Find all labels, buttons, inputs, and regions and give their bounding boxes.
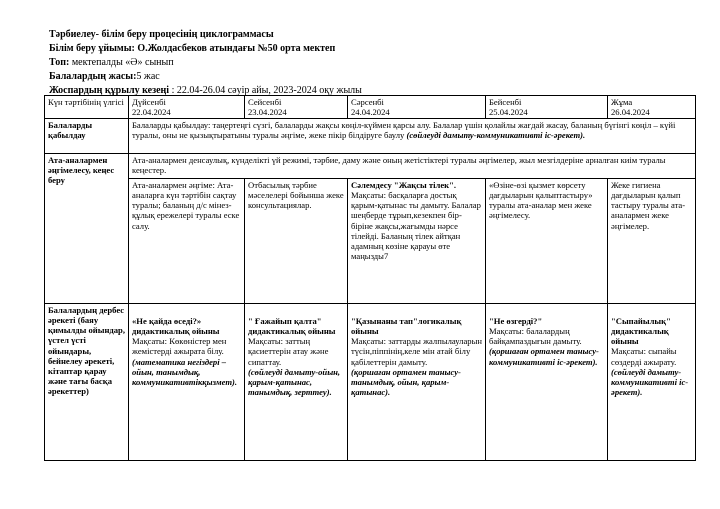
document-title: Тәрбиелеу- білім беру процесінің циклограммасы <box>49 29 274 40</box>
table-row <box>45 119 696 154</box>
group-line: Топ: мектепалды «Ә» сынып <box>49 57 174 68</box>
row-label-parents: Ата-аналармен әңгімелесу, кеңес беру <box>45 154 129 304</box>
document-header <box>49 28 689 98</box>
parents-tue-cell: Отбасылық тәрбие мәселелері бойынша жеке консультациялар. <box>245 179 348 304</box>
parents-thu-cell: «Өзіне-өзі қызмет көрсету дағдыларын қалыптастыру» туралы ата-аналар мен жеке әңгімелесу. <box>486 179 608 304</box>
day-header-fri: Жұма 26.04.2024 <box>608 96 696 119</box>
corner-cell: Күн тәртібінің үлгісі <box>45 96 129 119</box>
activity-fri-cell: "Сыпайылық" дидактикалық ойыны Мақсаты: сыпайы сөздерді ажырату. (сөйлеуді дамыту-коммуникативті іс-әрекет). <box>608 304 696 461</box>
day-header-thu: Бейсенбі 25.04.2024 <box>486 96 608 119</box>
age-line: Балалардың жасы:5 жас <box>49 71 160 82</box>
activity-thu-cell: "Не өзгерді?" Мақсаты: балалардың байқампаздығын дамыту. (қоршаған ортамен танысу-коммуникативті іс-әрекет). <box>486 304 608 461</box>
activity-mon-cell: «Не қайда өседі?» дидактикалық ойыны Мақсаты: Көкөністер мен жемістерді ажырата білу. (математика негіздері – ойын, танымдық, коммуникативтікқызмет). <box>129 304 245 461</box>
table-row <box>45 304 696 461</box>
parents-fri-cell: Жеке гигиена дағдыларын қалып тастыру туралы ата-аналармен жеке әңгімелер. <box>608 179 696 304</box>
table-row <box>45 154 696 179</box>
reception-cell: Балаларды қабылдау: таңертеңгі сүзгі, балаларды жақсы көңіл-күймен қарсы алу. Балалар үшін қолайлы жағдай жасау, баланың бүгінгі көңіл – күйі туралы, оны не қызықтыратыны туралы әңгіме, жеке пікір білдіруге баулу (сөйлеуді дамыту-коммуникативті іс-әрекет). <box>129 119 696 154</box>
activity-wed-cell: "Қазынаны тап"логикалық ойыны Мақсаты: заттарды жалпылауларын түсін,піппінің,келе мін атай білу қабілеттерін дамыту. (қоршаған ортамен танысу-танымдық, ойын, қарым-қатынас). <box>348 304 486 461</box>
schedule-table <box>44 95 696 461</box>
day-header-tue: Сейсенбі 23.04.2024 <box>245 96 348 119</box>
row-label-independent-activity: Балалардың дербес әрекеті (баяу қимылды ойындар, үстел үсті ойындары, бейнелеу әрекеті, кітаптар қарау және тағы басқа әрекеттер) <box>45 304 129 461</box>
row-label-reception: Балаларды қабылдау <box>45 119 129 154</box>
organization-line: Білім беру ұйымы: О.Жолдасбеков атындағы №50 орта мектеп <box>49 43 336 54</box>
parents-wed-cell: Сәлемдесу "Жақсы тілек". Мақсаты: басқаларға достық қарым-қатынас ты дамыту. Балалар шеңберде тұрып,кезекпен бір-біріне жақсы,жағымды нәрсе тілейді. Баланың тілек айтқан адамның көзіне қарауы өте маңызды7 <box>348 179 486 304</box>
period-line: Жоспардың құрылу кезеңі : 22.04-26.04 сәуір айы, 2023-2024 оқу жылы <box>49 85 362 96</box>
day-header-wed: Сәрсенбі 24.04.2024 <box>348 96 486 119</box>
table-row <box>45 179 696 304</box>
parents-mon-cell: Ата-аналармен әңгіме: Ата-аналарға күн тәртібін сақтау туралы; баланың д/с мінез-құлық ережелері туралы еске салу. <box>129 179 245 304</box>
activity-tue-cell: " Ғажайып қалта" дидактикалық ойыны Мақсаты: заттың қасиеттерін атау және сипаттау. (сөйлеуді дамыту-ойын, қарым-қатынас, танымдық, зерттеу). <box>245 304 348 461</box>
day-header-mon: Дүйсенбі 22.04.2024 <box>129 96 245 119</box>
parents-general-cell: Ата-аналармен денсаулық, күнделікті үй режимі, тәрбие, даму және оның жетістіктері туралы әңгімелер, жыл мезгілдеріне арналған киім туралы кеңестер. <box>129 154 696 179</box>
table-header-row <box>45 96 696 119</box>
